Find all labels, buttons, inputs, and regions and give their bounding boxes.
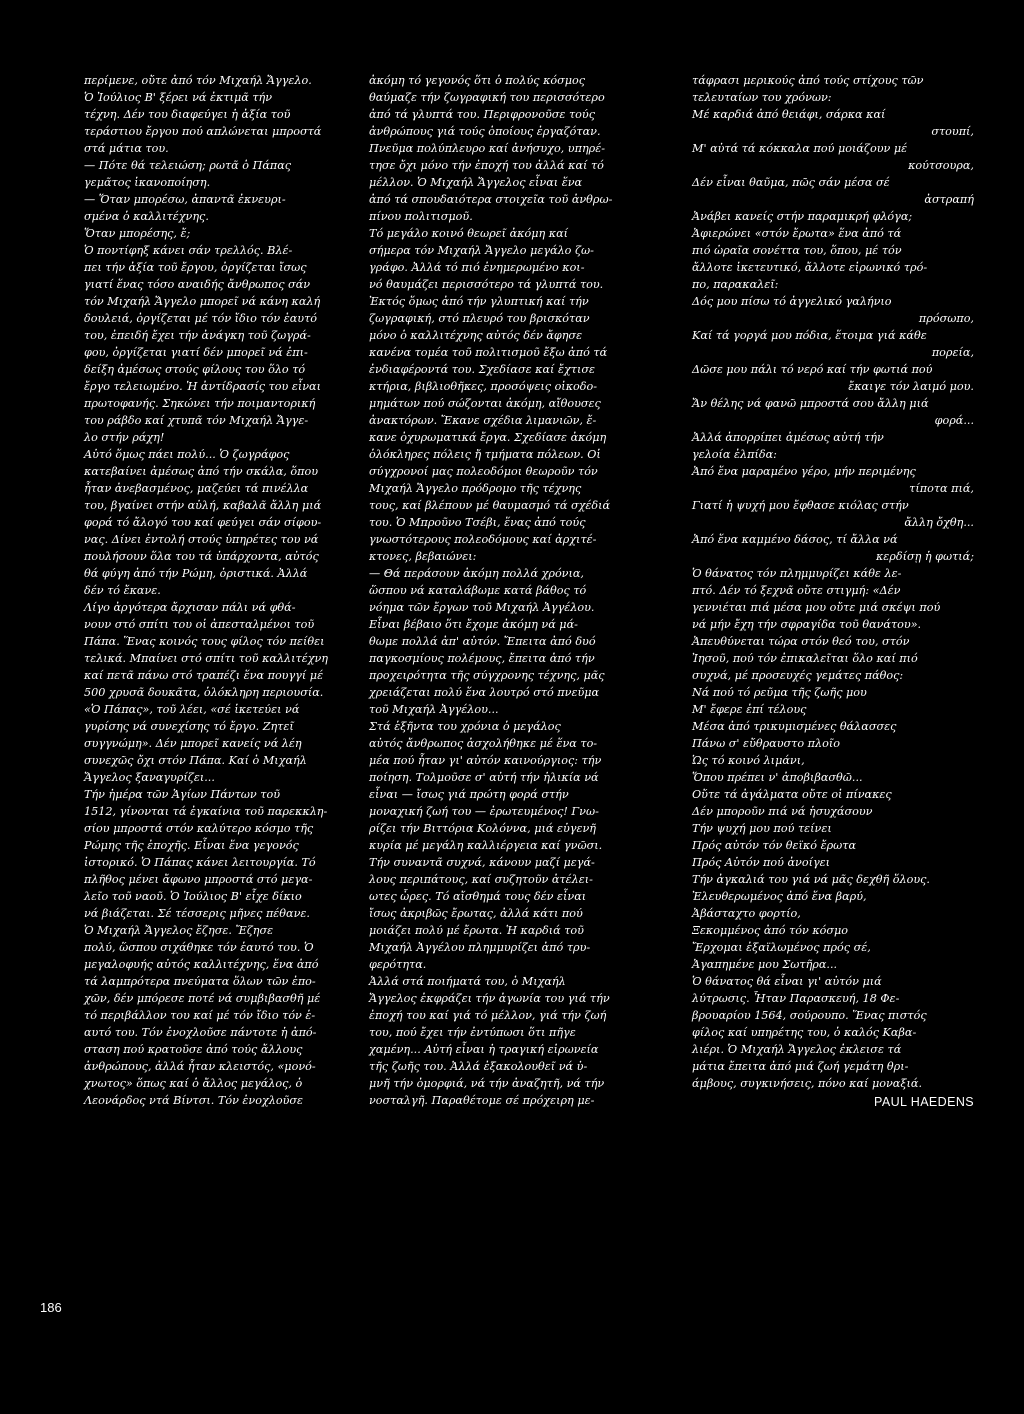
text-line: Λεονάρδος ντά Βίντσι. Τόν ἐνοχλοῦσε <box>84 1094 304 1107</box>
text-line: γιατί ἕνας τόσο αναιδής ἄνθρωπος σάν <box>84 278 311 291</box>
text-line: τά λαμπρότερα πνεύματα ὅλων τῶν ἐπο- <box>84 975 316 988</box>
text-line: Δέν εἶναι θαῦμα, πῶς σάν μέσα σέ <box>692 176 890 189</box>
text-line: μημάτων πού σώζονται ἀκόμη, αἴθουσες <box>369 397 601 410</box>
text-line: μνῆ τήν ὀμορφιά, νά τήν ἀναζητῆ, νά τήν <box>369 1077 605 1090</box>
text-line: μοναχική ζωή του — ἐρωτευμένος! Γνω- <box>369 805 599 818</box>
text-line: τελικά. Μπαίνει στό σπίτι τοῦ καλλιτέχνη <box>84 652 329 665</box>
text-line: Πνεῦμα πολύπλευρο καί ἀνήσυχο, υπηρέ- <box>369 142 606 155</box>
text-line: σμένα ὁ καλλιτέχνης. <box>84 210 209 223</box>
text-line: Ὁ θάνατος θά εἶναι γι' αὐτόν μιά <box>692 975 882 988</box>
text-line: ἐνδιαφέροντά του. Σχεδίασε καί ἔχτισε <box>369 363 595 376</box>
text-line: τους, καί βλέπουν μέ θαυμασμό τά σχέδιά <box>369 499 611 512</box>
text-line: μεγαλοφυής αὐτός καλλιτέχνης, ἕνα ἀπό <box>84 958 319 971</box>
text-line: πλῆθος μένει ἄφωνο μπροστά στό μεγα- <box>84 873 313 886</box>
text-line: λύτρωσις. Ἦταν Παρασκευή, 18 Φε- <box>692 992 900 1005</box>
text-line: ἀκόμη τό γεγονός ὅτι ὁ πολύς κόσμος <box>369 74 586 87</box>
text-line: πο, παρακαλεῖ: <box>692 278 779 291</box>
text-line: θά φύγη ἀπό τήν Ρώμη, ὁριστικά. Ἀλλά <box>84 567 308 580</box>
text-line: Ἔρχομαι ἐξαϊλωμένος πρός σέ, <box>692 941 871 954</box>
text-line: — Πότε θά τελειώση; ρωτᾶ ὁ Πάπας <box>84 159 292 172</box>
text-line: γεννιέται πιά μέσα μου οὔτε μιά σκέψι πού <box>692 601 941 614</box>
text-line: νας. Δίνει ἐντολή στούς ὑπηρέτες του νά <box>84 533 319 546</box>
text-line: χρειάζεται πολύ ἕνα λουτρό στό πνεῦμα <box>369 686 600 699</box>
text-line: γυρίσης νά συνεχίσης τό ἔργο. Ζητεῖ <box>84 720 294 733</box>
text-line: Ἰησοῦ, πού τόν ἐπικαλεῖται ὅλο καί πιό <box>692 652 918 665</box>
text-line: ὁλόκληρες πόλεις ἤ τμήματα πόλεων. Οἱ <box>369 448 601 461</box>
text-line: θωμε πολλά ἀπ' αὐτόν. Ἔπειτα ἀπό δυό <box>369 635 596 648</box>
text-line: Ξεκομμένος ἀπό τόν κόσμο <box>692 924 849 937</box>
text-line: του. Ὁ Μπροῦνο Τσέβι, ἕνας ἀπό τούς <box>369 516 586 529</box>
text-line: Ὁ θάνατος τόν πλημμυρίζει κάθε λε- <box>692 567 902 580</box>
text-line: Πρός αὐτόν τόν θεϊκό ἔρωτα <box>692 839 857 852</box>
text-line: Τήν ἀγκαλιά του γιά νά μᾶς δεχθῆ ὅλους. <box>692 873 930 886</box>
text-line: βρουαρίου 1564, σούρουπο. Ἕνας πιστός <box>692 1009 927 1022</box>
text-line: μόνο ὁ καλλιτέχνης αὐτός δέν ἄφησε <box>369 329 583 342</box>
text-line: Μ' αὐτά τά κόκκαλα πού μοιάζουν μέ <box>692 142 908 155</box>
text-line: Ἀλλά ἀπορρίπει ἀμέσως αὐτή τήν <box>692 431 884 444</box>
text-line: Ἀγαπημένε μου Σωτῆρα... <box>692 958 838 971</box>
text-line: Ὡς τό κοινό λιμάνι, <box>692 754 805 767</box>
text-line: Στά ἑξῆντα του χρόνια ὁ μεγάλος <box>369 720 561 733</box>
text-line: τοῦ Μιχαήλ Ἀγγέλου... <box>369 703 499 716</box>
text-line: Ἄγγελος ξαναγυρίζει... <box>84 771 215 784</box>
text-line: Εἶναι βέβαιο ὅτι ἔχομε ἀκόμη νά μά- <box>369 618 578 631</box>
text-line: συνεχῶς ὄχι στόν Πάπα. Καί ὁ Μιχαήλ <box>84 754 307 767</box>
text-line: φίλος καί υπηρέτης του, ὁ καλός Καβα- <box>692 1026 917 1039</box>
text-line: Ρώμης τῆς ἐποχῆς. Εἶναι ἕνα γεγονός <box>84 839 299 852</box>
text-line: στουπί, <box>931 125 974 138</box>
text-line: Δός μου πίσω τό ἀγγελικό γαλήνιο <box>692 295 892 308</box>
text-line: κερδίσῃ ἡ φωτιά; <box>875 550 974 563</box>
text-line: πρωτοφανής. Σηκώνει τήν ποιμαντορική <box>84 397 316 410</box>
column-3-lines <box>692 72 974 1092</box>
text-line: Μιχαήλ Ἄγγελο πρόδρομο τῆς τέχνης <box>369 482 582 495</box>
text-line: του, πού ἔχει τήν ἐντύπωσι ὅτι πῆγε <box>369 1026 576 1039</box>
text-line: δουλειά, ὀργίζεται μέ τόν ἴδιο τόν ἑαυτό <box>84 312 318 325</box>
text-line: Ἀπό ἕνα καμμένο δάσος, τί ἄλλα νά <box>692 533 898 546</box>
text-line: Ἐλευθερωμένος ἀπό ἕνα βαρύ, <box>692 890 867 903</box>
text-line: αὐτός ἄνθρωπος ἀσχολήθηκε μέ ἕνα το- <box>369 737 598 750</box>
text-line: Ὁ Ἰούλιος Β' ξέρει νά ἐκτιμᾶ τήν <box>84 91 273 104</box>
text-line: Ἀπό ἕνα μαραμένο γέρο, μήν περιμένης <box>692 465 916 478</box>
text-line: «Ὁ Πάπας», τοῦ λέει, «σέ ἱκετεύει νά <box>84 703 300 716</box>
text-line: δείξη ἀμέσως στούς φίλους του ὅλο τό <box>84 363 306 376</box>
text-line: τησε ὄχι μόνο τήν ἐποχή του ἀλλά καί τό <box>369 159 604 172</box>
text-line: πίνου πολιτισμοῦ. <box>369 210 473 223</box>
text-line: Μέ καρδιά ἀπό θειάφι, σάρκα καί <box>692 108 886 121</box>
text-line: συγγνώμη». Δέν μπορεῖ κανείς νά λέη <box>84 737 302 750</box>
text-line: ἦταν ἀνεβασμένος, μαζεύει τά πινέλλα <box>84 482 309 495</box>
text-line: πει τήν ἀξία τοῦ ἔργου, ὀργίζεται ἴσως <box>84 261 307 274</box>
text-line: φορά... <box>934 414 974 427</box>
text-line: Ὁ ποντίφηξ κάνει σάν τρελλός. Βλέ- <box>84 244 293 257</box>
text-line: χαμένη... Αὐτή εἶναι ἡ τραγική εἰρωνεία <box>369 1043 599 1056</box>
text-line: Αὐτό ὅμως πάει πολύ... Ὁ ζωγράφος <box>84 448 290 461</box>
text-line: μέλλον. Ὁ Μιχαήλ Ἄγγελος εἶναι ἕνα <box>369 176 583 189</box>
text-line: ωτες ὧρες. Τό αἴσθημά τους δέν εἶναι <box>369 890 587 903</box>
text-line: Ὅταν μπορέσης, ἔ; <box>84 227 191 240</box>
text-line: νά μήν ἔχη τήν σφραγίδα τοῦ θανάτου». <box>692 618 922 631</box>
text-line: Ὁ Μιχαήλ Ἄγγελος ἔζησε. Ἔζησε <box>84 924 274 937</box>
text-line: εἶναι — ἴσως γιά πρώτη φορά στήν <box>369 788 569 801</box>
text-line: τελευταίων του χρόνων: <box>692 91 832 104</box>
column-3 <box>692 72 974 1111</box>
text-line: Γιατί ἡ ψυχή μου ἔφθασε κιόλας στήν <box>692 499 909 512</box>
column-2 <box>369 72 665 1109</box>
text-line: λους περιπάτους, καί συζητοῦν ἀτέλει- <box>369 873 593 886</box>
text-line: νόημα τῶν ἔργων τοῦ Μιχαήλ Ἀγγέλου. <box>369 601 595 614</box>
text-line: σήμερα τόν Μιχαήλ Ἄγγελο μεγάλο ζω- <box>369 244 594 257</box>
text-line: στά μάτια του. <box>84 142 169 155</box>
text-line: λιέρι. Ὁ Μιχαήλ Ἄγγελος ἐκλεισε τά <box>692 1043 902 1056</box>
text-line: ἀστραπή <box>924 193 974 206</box>
text-line: Ὅπου πρέπει ν' ἀποβιβασθῶ... <box>692 771 863 784</box>
text-line: πολύ, ὥσπου σιχάθηκε τόν ἑαυτό του. Ὁ <box>84 941 314 954</box>
text-line: περίμενε, οὔτε ἀπό τόν Μιχαήλ Ἄγγελο. <box>84 74 312 87</box>
text-line: κατεβαίνει ἀμέσως ἀπό τήν σκάλα, ὅπου <box>84 465 319 478</box>
text-line: τάφρασι μερικούς ἀπό τούς στίχους τῶν <box>692 74 924 87</box>
text-line: χῶν, δέν μπόρεσε ποτέ νά συμβιβασθῆ μέ <box>84 992 321 1005</box>
text-line: πουλήσουν ὅλα του τά ὑπάρχοντα, αὐτός <box>84 550 319 563</box>
text-line: νουν στό σπίτι του οἱ ἀπεσταλμένοι τοῦ <box>84 618 315 631</box>
text-line: ἀνθρώπους, ἀλλά ἦταν κλειστός, «μονό- <box>84 1060 316 1073</box>
text-line: τό περιβάλλον του καί μέ τόν ἴδιο τόν ἑ- <box>84 1009 316 1022</box>
text-line: του, ἐπειδή ἔχει τήν ἀνάγκη τοῦ ζωγρά- <box>84 329 311 342</box>
text-line: ποίηση. Τολμοῦσε σ' αὐτή τήν ἡλικία νά <box>369 771 599 784</box>
text-line: Ἀνάβει κανείς στήν παραμικρή φλόγα; <box>692 210 913 223</box>
text-line: πιό ὡραῖα σονέττα του, ὅπου, μέ τόν <box>692 244 902 257</box>
text-line: κτήρια, βιβλιοθῆκες, προσόψεις οἰκοδο- <box>369 380 598 393</box>
text-line: Οὔτε τά ἀγάλματα οὔτε οἱ πίνακες <box>692 788 892 801</box>
text-line: Πρός Αὐτόν πού ἀνοίγει <box>692 856 831 869</box>
text-line: Τήν ἡμέρα τῶν Ἁγίων Πάντων τοῦ <box>84 788 280 801</box>
text-line: ρίζει τήν Βιττόρια Κολόννα, μιά εὐγενῆ <box>369 822 596 835</box>
text-line: λεῖο τοῦ ναοῦ. Ὁ Ἰούλιος Β' εἶχε δίκιο <box>84 890 302 903</box>
text-line: αυτό του. Τόν ἐνοχλοῦσε πάντοτε ἡ ἀπό- <box>84 1026 317 1039</box>
text-line: σίου μπροστά στόν καλύτερο κόσμο τῆς <box>84 822 314 835</box>
text-line: μοιάζει πολύ μέ ἔρωτα. Ἡ καρδιά τοῦ <box>369 924 584 937</box>
text-line: συχνά, μέ προσευχές γεμάτες πάθος: <box>692 669 904 682</box>
text-line: Καί τά γοργά μου πόδια, ἕτοιμα γιά κάθε <box>692 329 927 342</box>
text-line: πρόσωπο, <box>918 312 974 325</box>
text-line: πορεία, <box>931 346 974 359</box>
text-line: Πάπα. Ἕνας κοινός τους φίλος τόν πείθει <box>84 635 325 648</box>
text-line: Τήν ψυχή μου πού τείνει <box>692 822 832 835</box>
text-line: πτό. Δέν τό ξεχνᾶ οὔτε στιγμή: «Δέν <box>692 584 901 597</box>
text-line: ἀνακτόρων. Ἔκανε σχέδια λιμανιῶν, ἔ- <box>369 414 597 427</box>
text-line: κανένα τομέα τοῦ πολιτισμοῦ ἔξω ἀπό τά <box>369 346 608 359</box>
text-line: Μιχαήλ Ἀγγέλου πλημμυρίζει ἀπό τρυ- <box>369 941 591 954</box>
text-line: φορά τό ἄλογό του καί φεύγει σάν σίφου- <box>84 516 322 529</box>
text-line: γράφο. Ἀλλά τό πιό ἐνημερωμένο κοι- <box>369 261 585 274</box>
text-line: τεράστιου ἔργου πού απλώνεται μπροστά <box>84 125 322 138</box>
text-line: παγκοσμίους πολέμους, ἔπειτα ἀπό τήν <box>369 652 595 665</box>
text-line: Ἀλλά στά ποιήματά του, ὁ Μιχαήλ <box>369 975 566 988</box>
text-line: άμβους, συγκινήσεις, πόνο καί μοναξιά. <box>692 1077 922 1090</box>
text-line: Πάνω σ' εὔθραυστο πλοῖο <box>692 737 840 750</box>
text-line: — Ὅταν μπορέσω, ἀπαντᾶ ἐκνευρι- <box>84 193 286 206</box>
text-line: Δέν μποροῦν πιά νά ἡσυχάσουν <box>692 805 873 818</box>
text-line: ἀνθρώπους γιά τούς ὁποίους ἐργαζόταν. <box>369 125 601 138</box>
text-line: Λίγο ἀργότερα ἄρχισαν πάλι νά φθά- <box>84 601 296 614</box>
text-line: γελοία ἐλπίδα: <box>692 448 777 461</box>
text-line: γεμᾶτος ἱκανοποίηση. <box>84 176 211 189</box>
text-line: τέχνη. Δέν του διαφεύγει ἡ ἀξία τοῦ <box>84 108 291 121</box>
text-line: ἄλλοτε ἱκετευτικό, ἄλλοτε εἰρωνικό τρό- <box>692 261 928 274</box>
text-line: ἱστορικό. Ὁ Πάπας κάνει λειτουργία. Τό <box>84 856 316 869</box>
text-line: κανε ὀχυρωματικά ἔργα. Σχεδίασε ἀκόμη <box>369 431 607 444</box>
text-line: ἄλλη ὄχθη... <box>904 516 974 529</box>
text-line: καί πετᾶ πάνω στό τραπέζι ἕνα πουγγί μέ <box>84 669 324 682</box>
text-line: φερότητα. <box>369 958 427 971</box>
text-line: ἴσως ἀκριβῶς ἔρωτας, ἀλλά κάτι πού <box>369 907 583 920</box>
text-line: νά βιάζεται. Σέ τέσσερις μῆνες πέθανε. <box>84 907 310 920</box>
text-line: τῆς ζωῆς του. Ἀλλά ἐξακολουθεῖ νά ὑ- <box>369 1060 588 1073</box>
text-line: ἀπό τά γλυπτά του. Περιφρονοῦσε τούς <box>369 108 595 121</box>
text-line: τίποτα πιά, <box>909 482 974 495</box>
text-line: μάτια ἔπειτα ἀπό μιά ζωή γεμάτη θρι- <box>692 1060 909 1073</box>
text-line: Ἐκτός ὅμως ἀπό τήν γλυπτική καί τήν <box>369 295 589 308</box>
text-line: ὥσπου νά καταλάβωμε κατά βάθος τό <box>369 584 587 597</box>
column-1 <box>84 72 346 1109</box>
text-line: σταση πού κρατοῦσε ἀπό τούς ἄλλους <box>84 1043 303 1056</box>
text-line: κούτσουρα, <box>908 159 974 172</box>
text-line: Ἀβάσταχτο φορτίο, <box>692 907 801 920</box>
text-line: σύγχρονοί μας πολεοδόμοι θεωροῦν τόν <box>369 465 598 478</box>
text-line: φου, ὀργίζεται γιατί δέν μπορεῖ νά ἐπι- <box>84 346 308 359</box>
text-line: — Θά περάσουν ἀκόμη πολλά χρόνια, <box>369 567 584 580</box>
text-line: Μ' ἔφερε ἐπί τέλους <box>692 703 807 716</box>
text-line: 500 χρυσᾶ δουκᾶτα, ὁλόκληρη περιουσία. <box>84 686 324 699</box>
text-line: Ἄγγελος ἐκφράζει τήν ἀγωνία του γιά τήν <box>369 992 610 1005</box>
author-signature: PAUL HAEDENS <box>874 1095 974 1109</box>
text-line: ἔκαιγε τόν λαιμό μου. <box>848 380 974 393</box>
text-line: ζωγραφική, στό πλευρό του βρισκόταν <box>369 312 590 325</box>
text-line: νό θαυμάζει περισσότερο τά γλυπτά του. <box>369 278 604 291</box>
text-line: Νά πού τό ρεῦμα τῆς ζωῆς μου <box>692 686 867 699</box>
text-line: ἔργο τελειωμένο. Ἡ ἀντίδρασίς του εἶναι <box>84 380 321 393</box>
text-line: Ἀφιερώνει «στόν ἔρωτα» ἕνα ἀπό τά <box>692 227 902 240</box>
text-line: δέν τό ἔκανε. <box>84 584 161 597</box>
text-line: γνωστότερους πολεοδόμους καί ἀρχιτέ- <box>369 533 597 546</box>
text-line: λο στήν ράχη! <box>84 431 165 444</box>
text-line: μέα πού ἦταν γι' αὐτόν καινούργιος: τήν <box>369 754 602 767</box>
text-line: ἀπό τά σπουδαιότερα στοιχεῖα τοῦ ἀνθρω- <box>369 193 613 206</box>
text-line: ἐποχή του καί γιά τό μέλλον, γιά τήν ζωή <box>369 1009 607 1022</box>
text-line: 1512, γίνονται τά ἐγκαίνια τοῦ παρεκκλη- <box>84 805 328 818</box>
text-line: του ράβδο καί χτυπᾶ τόν Μιχαήλ Ἄγγε- <box>84 414 309 427</box>
text-line: Ἀπευθύνεται τώρα στόν θεό του, στόν <box>692 635 910 648</box>
text-line: του, βγαίνει στήν αὐλή, καβαλᾶ ἄλλη μιά <box>84 499 322 512</box>
text-line: Δῶσε μου πάλι τό νερό καί τήν φωτιά πού <box>692 363 933 376</box>
text-line: Τήν συναντᾶ συχνά, κάνουν μαζί μεγά- <box>369 856 595 869</box>
text-line: τόν Μιχαήλ Ἄγγελο μπορεῖ νά κάνη καλή <box>84 295 321 308</box>
text-line: χνωτος» ὅπως καί ὁ ἄλλος μεγάλος, ὁ <box>84 1077 303 1090</box>
page-number: 186 <box>40 1300 62 1315</box>
text-line: Ἄν θέλης νά φανῶ μπροστά σου ἄλλη μιά <box>692 397 929 410</box>
text-line: Τό μεγάλο κοινό θεωρεῖ ἀκόμη καί <box>369 227 569 240</box>
text-line: κυρία μέ μεγάλη καλλιέργεια καί γνῶσι. <box>369 839 603 852</box>
text-line: κτονες, βεβαιώνει: <box>369 550 477 563</box>
text-line: προχειρότητα τῆς σύγχρονης τέχνης, μᾶς <box>369 669 605 682</box>
text-line: Μέσα ἀπό τρικυμισμένες θάλασσες <box>692 720 897 733</box>
text-line: νοσταλγῆ. Παραθέτομε σέ πρόχειρη με- <box>369 1094 595 1107</box>
text-line: θαύμαζε τήν ζωγραφική του περισσότερο <box>369 91 605 104</box>
